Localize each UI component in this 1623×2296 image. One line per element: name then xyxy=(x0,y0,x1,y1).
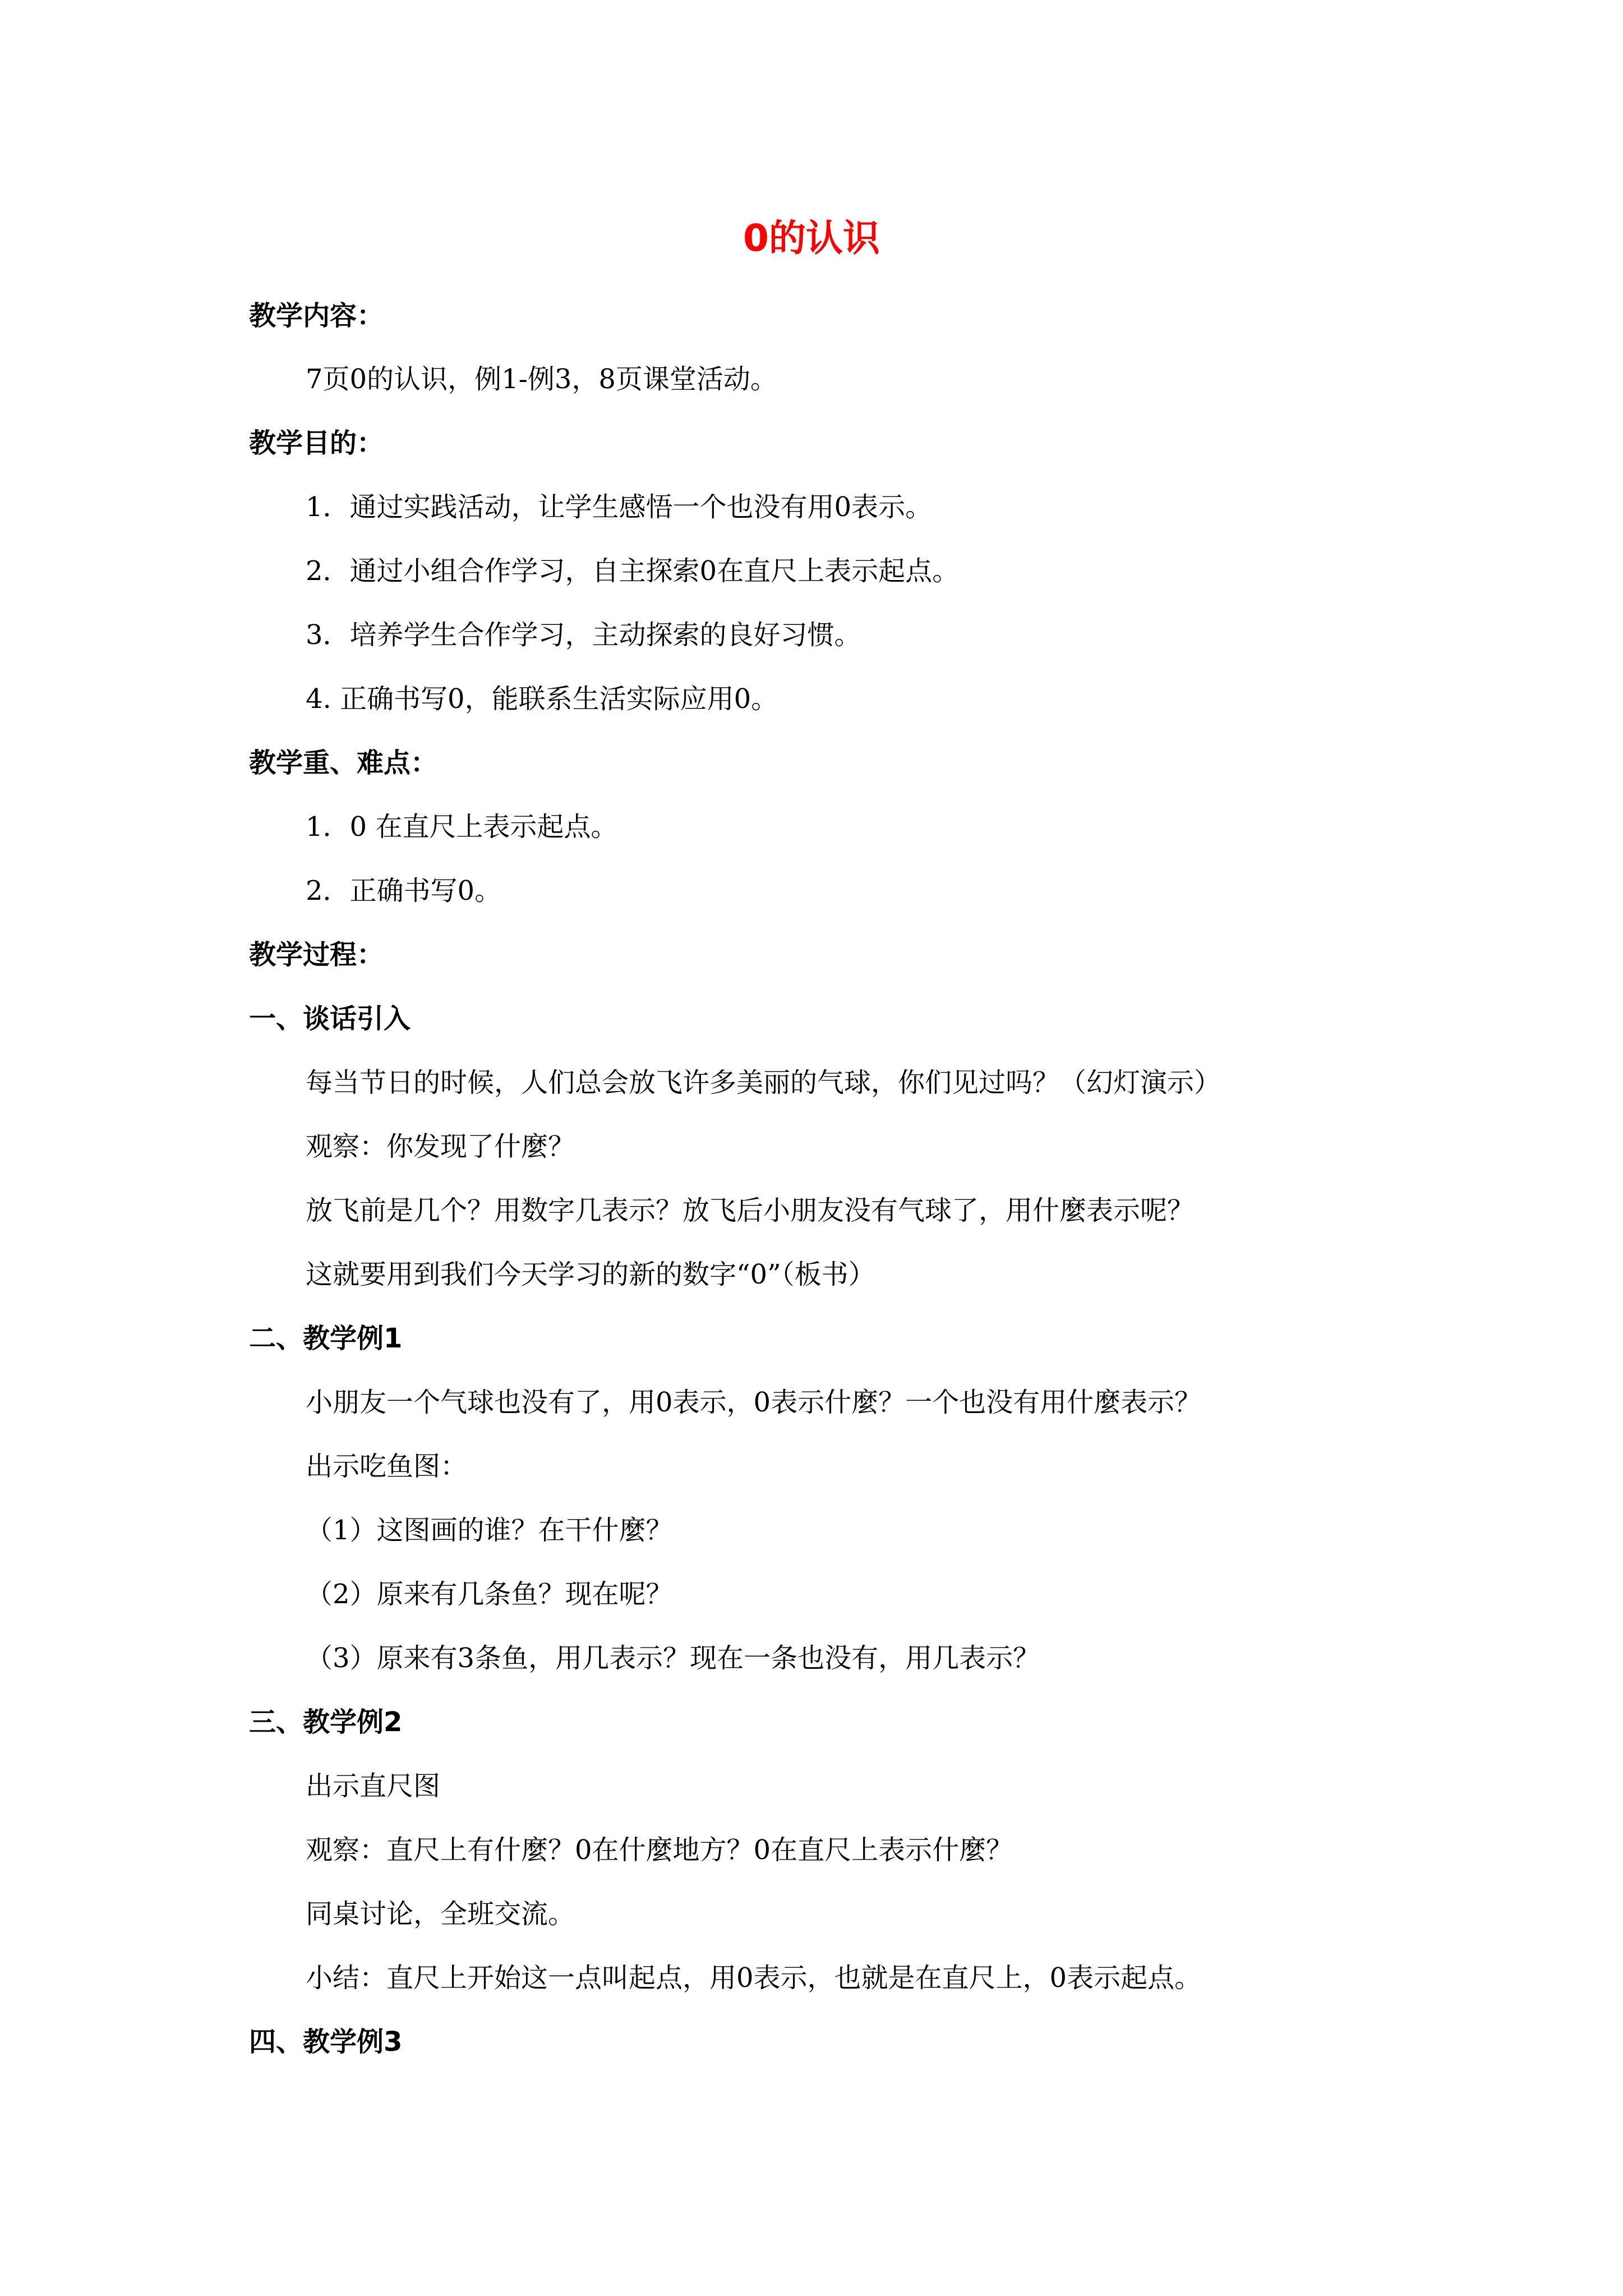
paragraph-line: 2．正确书写0。 xyxy=(306,875,502,907)
paragraph-line: 7页0的认识，例1-例3，8页课堂活动。 xyxy=(306,364,777,395)
section-heading-example-3: 四、教学例3 xyxy=(249,2026,403,2058)
paragraph-line: （1）这图画的谁？在干什麼？ xyxy=(306,1515,673,1546)
paragraph-line: 3．培养学生合作学习，主动探索的良好习惯。 xyxy=(306,619,861,651)
paragraph-line: 4. 正确书写0，能联系生活实际应用0。 xyxy=(306,683,778,715)
paragraph-line: 出示吃鱼图： xyxy=(306,1451,468,1482)
paragraph-line: 1．通过实践活动，让学生感悟一个也没有用0表示。 xyxy=(306,491,933,523)
section-heading-process: 教学过程： xyxy=(249,939,384,970)
paragraph-line: 1．0 在直尺上表示起点。 xyxy=(306,811,618,843)
paragraph-line: 小朋友一个气球也没有了，用0表示，0表示什麼？一个也没有用什麼表示？ xyxy=(306,1387,1202,1418)
paragraph-line: 放飞前是几个？用数字几表示？放飞后小朋友没有气球了，用什麼表示呢？ xyxy=(306,1195,1195,1226)
paragraph-line: 这就要用到我们今天学习的新的数字“0”（板书） xyxy=(306,1259,875,1290)
paragraph-line: 小结：直尺上开始这一点叫起点，用0表示，也就是在直尺上，0表示起点。 xyxy=(306,1962,1202,1994)
section-heading-example-1: 二、教学例1 xyxy=(249,1323,403,1354)
section-heading-objectives: 教学目的： xyxy=(249,427,384,459)
section-heading-content: 教学内容： xyxy=(249,300,384,332)
paragraph-line: （2）原来有几条鱼？现在呢？ xyxy=(306,1579,673,1610)
paragraph-line: （3）原来有3条鱼，用几表示？现在一条也没有，用几表示？ xyxy=(306,1642,1040,1674)
paragraph-line: 2．通过小组合作学习，自主探索0在直尺上表示起点。 xyxy=(306,555,960,587)
section-heading-example-2: 三、教学例2 xyxy=(249,1706,403,1738)
section-heading-intro: 一、谈话引入 xyxy=(249,1003,411,1034)
paragraph-line: 观察：你发现了什麼？ xyxy=(306,1131,575,1162)
paragraph-line: 出示直尺图 xyxy=(306,1770,441,1802)
paragraph-line: 同桌讨论，全班交流。 xyxy=(306,1898,575,1930)
section-heading-key-points: 教学重、难点： xyxy=(249,747,438,779)
paragraph-line: 每当节日的时候，人们总会放飞许多美丽的气球，你们见过吗？（幻灯演示） xyxy=(306,1067,1221,1098)
paragraph-line: 观察：直尺上有什麼？0在什麼地方？0在直尺上表示什麼？ xyxy=(306,1834,1013,1866)
page-title: 0的认识 xyxy=(743,217,880,260)
